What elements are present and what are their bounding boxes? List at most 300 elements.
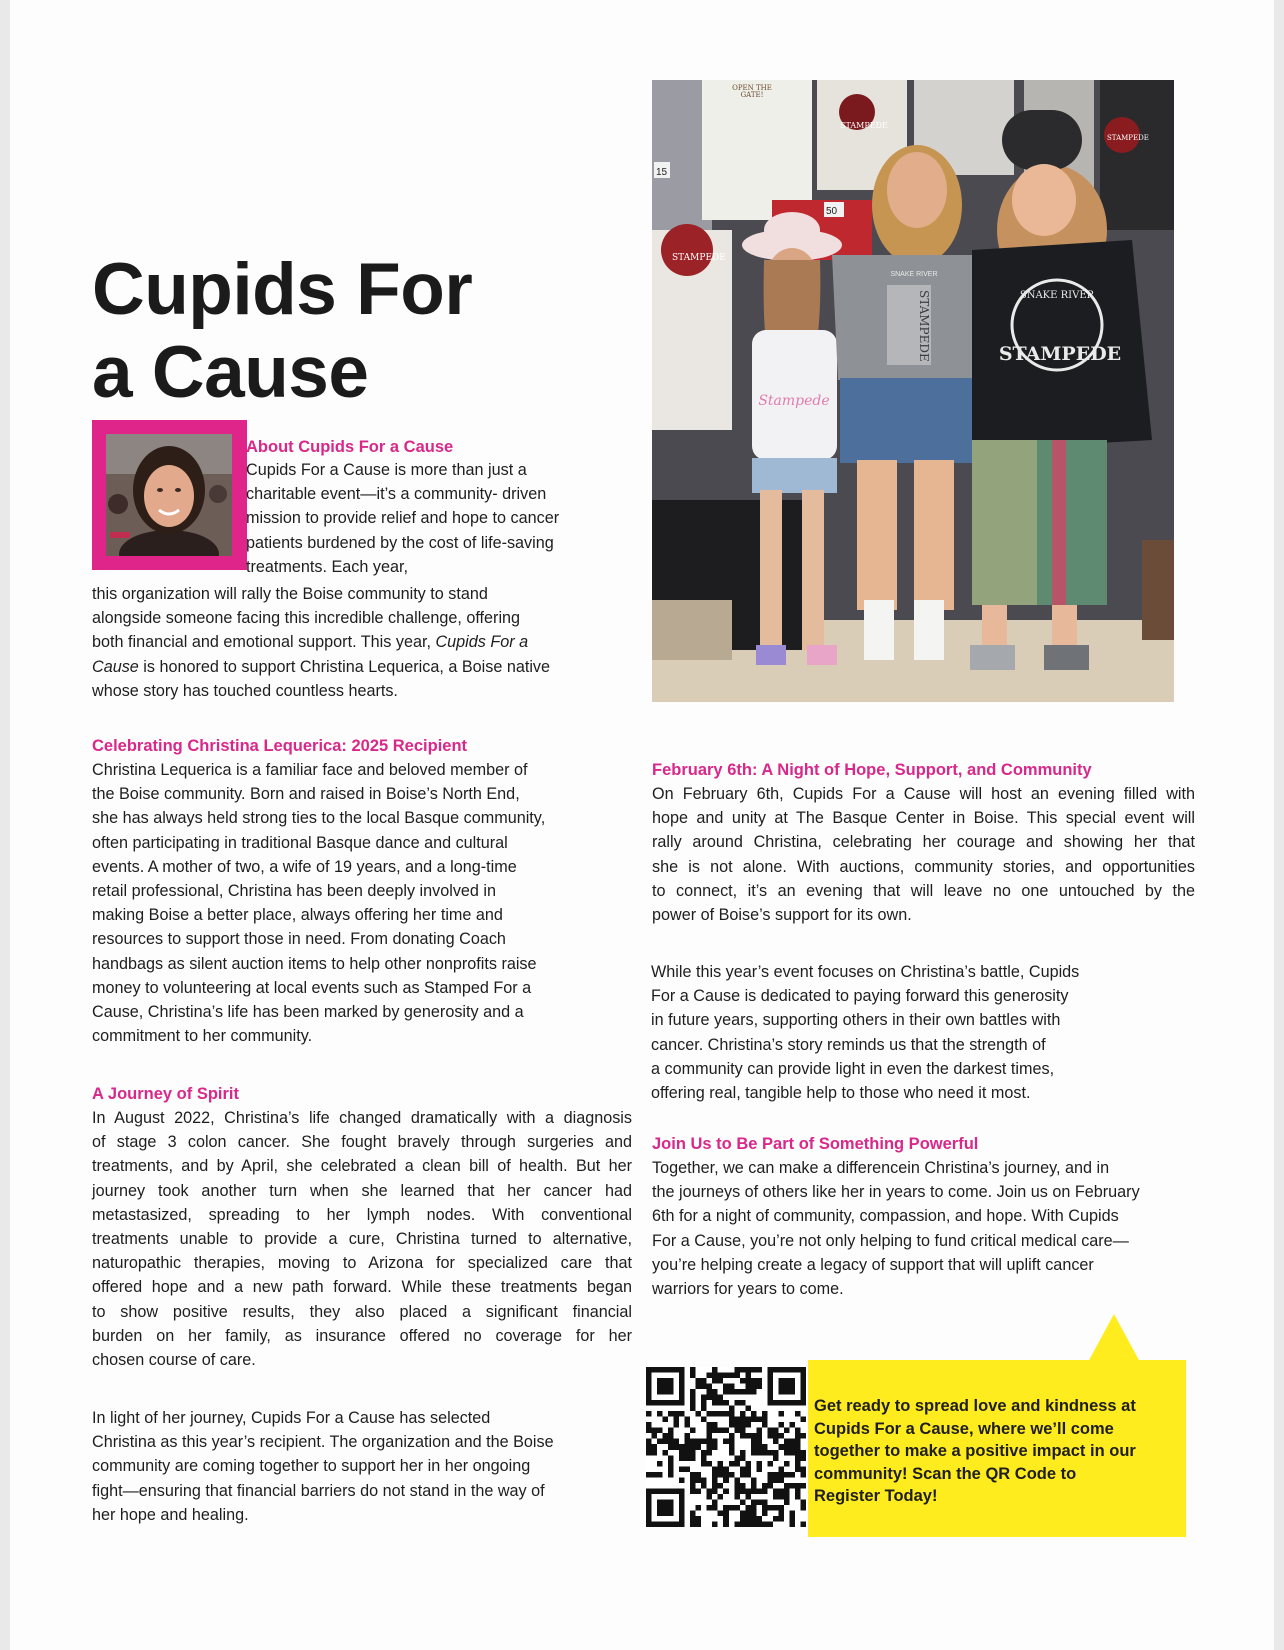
- qr-module: [712, 1439, 718, 1445]
- qr-module: [773, 1433, 779, 1439]
- qr-module: [740, 1417, 746, 1423]
- qr-module: [778, 1505, 784, 1511]
- qr-module: [751, 1516, 757, 1522]
- qr-module: [789, 1439, 795, 1445]
- join-section: [652, 1132, 1192, 1301]
- qr-module: [685, 1433, 691, 1439]
- qr-module: [767, 1483, 773, 1489]
- qr-module: [751, 1477, 757, 1483]
- qr-module: [663, 1433, 669, 1439]
- qr-module: [707, 1389, 713, 1395]
- qr-module: [690, 1488, 696, 1494]
- qr-module: [718, 1395, 724, 1401]
- qr-module: [756, 1367, 762, 1373]
- page-title: Cupids For a Cause: [92, 249, 473, 413]
- qr-module: [762, 1450, 768, 1456]
- register-callout: Get ready to spread love and kindness at Cupids For a Cause, where we’ll come together to make a positive impact in our community! Scan the QR Code to Register Today!: [808, 1360, 1186, 1537]
- photo-price-tag: 50: [826, 206, 838, 217]
- qr-module: [745, 1433, 751, 1439]
- qr-module: [800, 1433, 806, 1439]
- qr-module: [778, 1510, 784, 1516]
- photo-shirt-text: Stampede: [758, 393, 830, 409]
- qr-module: [773, 1505, 779, 1511]
- qr-module: [729, 1450, 735, 1456]
- qr-module: [707, 1433, 713, 1439]
- qr-module: [745, 1505, 751, 1511]
- qr-module: [679, 1411, 685, 1417]
- qr-module: [696, 1378, 702, 1384]
- journey-heading: A Journey of Spirit: [92, 1085, 239, 1103]
- qr-module: [778, 1516, 784, 1522]
- qr-module: [674, 1444, 680, 1450]
- qr-module: [745, 1466, 751, 1472]
- qr-module: [701, 1395, 707, 1401]
- qr-module: [756, 1488, 762, 1494]
- qr-module: [767, 1472, 773, 1478]
- qr-module: [789, 1516, 795, 1522]
- qr-module: [756, 1516, 762, 1522]
- qr-module: [712, 1422, 718, 1428]
- qr-module: [685, 1466, 691, 1472]
- qr-module: [745, 1378, 751, 1384]
- qr-module: [701, 1483, 707, 1489]
- qr-module: [767, 1428, 773, 1434]
- qr-module: [740, 1378, 746, 1384]
- qr-module: [795, 1494, 801, 1500]
- february-body: On February 6th, Cupids For a Cause will host an evening filled with hope and unity at The Basque Center in Boise. This special event will rally around Christina, celebrating her courage and showing her that she is not alone. With auctions, community stories, and opportunities to connect, it’s an evening that will leave no one untouched by the power of Boise’s support for its own.: [652, 785, 1195, 925]
- register-qr-code[interactable]: [646, 1367, 806, 1527]
- qr-module: [707, 1488, 713, 1494]
- qr-code-image: [646, 1367, 806, 1527]
- qr-module: [734, 1488, 740, 1494]
- qr-module: [740, 1472, 746, 1478]
- qr-module: [740, 1521, 746, 1527]
- qr-module: [701, 1477, 707, 1483]
- qr-module: [751, 1450, 757, 1456]
- qr-module: [718, 1378, 724, 1384]
- qr-module: [646, 1450, 652, 1456]
- qr-module: [701, 1400, 707, 1406]
- qr-module: [756, 1466, 762, 1472]
- qr-module: [778, 1411, 784, 1417]
- qr-module: [707, 1494, 713, 1500]
- callout-pointer: [1088, 1314, 1140, 1362]
- qr-module: [668, 1433, 674, 1439]
- qr-module: [674, 1411, 680, 1417]
- qr-module: [707, 1395, 713, 1401]
- qr-module: [712, 1373, 718, 1379]
- qr-finder-pattern: [657, 1499, 674, 1516]
- qr-module: [762, 1510, 768, 1516]
- qr-module: [696, 1444, 702, 1450]
- photo-shirt-text: STAMPEDE: [1107, 134, 1149, 142]
- qr-module: [668, 1472, 674, 1478]
- qr-module: [745, 1389, 751, 1395]
- qr-module: [789, 1444, 795, 1450]
- qr-module: [729, 1389, 735, 1395]
- qr-module: [734, 1477, 740, 1483]
- qr-module: [690, 1367, 696, 1373]
- qr-module: [734, 1422, 740, 1428]
- qr-module: [657, 1411, 663, 1417]
- qr-module: [679, 1466, 685, 1472]
- celebrating-section: [92, 734, 612, 1048]
- qr-module: [795, 1428, 801, 1434]
- qr-module: [740, 1466, 746, 1472]
- qr-module: [740, 1400, 746, 1406]
- qr-module: [784, 1499, 790, 1505]
- qr-module: [762, 1483, 768, 1489]
- february-focus-paragraph: While this year’s event focuses on Christina’s battle, Cupids For a Cause is dedicated to paying forward this generosity in future years, supporting others in their own battles with cancer. Christina’s story reminds us that the strength of a community can provide light in even the darkest times, offering real, tangible help to those who need it most.: [651, 963, 1080, 1103]
- journey-body: In August 2022, Christina’s life changed dramatically with a diagnosis of stage 3 colon cancer. She fought bravely through surgeries and treatments, and by April, she celebrated a clean bill of health. But her journey took another turn when she learned that her cancer had metastasized, spreading to her lymph nodes. With conventional treatments unable to provide a cure, Christina turned to alternative, naturopathic therapies, moving to Arizona for specialized care that offered hope and a new path forward. While these treatments began to show positive results, they also placed a significant financial burden on her family, as insurance offered no coverage for her chosen course of care.: [92, 1109, 632, 1370]
- qr-module: [712, 1483, 718, 1489]
- qr-module: [795, 1433, 801, 1439]
- qr-module: [729, 1417, 735, 1423]
- qr-module: [751, 1411, 757, 1417]
- qr-module: [740, 1433, 746, 1439]
- qr-module: [756, 1433, 762, 1439]
- qr-module: [701, 1461, 707, 1467]
- qr-module: [773, 1439, 779, 1445]
- qr-module: [690, 1389, 696, 1395]
- qr-module: [767, 1461, 773, 1467]
- qr-module: [707, 1461, 713, 1467]
- qr-module: [712, 1378, 718, 1384]
- qr-module: [690, 1483, 696, 1489]
- qr-module: [740, 1516, 746, 1522]
- qr-module: [751, 1367, 757, 1373]
- qr-module: [773, 1428, 779, 1434]
- qr-module: [800, 1521, 806, 1527]
- qr-module: [778, 1422, 784, 1428]
- qr-module: [767, 1450, 773, 1456]
- qr-module: [707, 1373, 713, 1379]
- qr-module: [718, 1494, 724, 1500]
- qr-module: [778, 1488, 784, 1494]
- qr-finder-pattern: [657, 1378, 674, 1395]
- qr-module: [767, 1505, 773, 1511]
- qr-module: [646, 1428, 652, 1434]
- qr-module: [762, 1422, 768, 1428]
- qr-module: [745, 1417, 751, 1423]
- photo-sign-text: OPEN THE: [732, 84, 772, 92]
- qr-module: [740, 1499, 746, 1505]
- qr-module: [712, 1389, 718, 1395]
- qr-module: [696, 1384, 702, 1390]
- qr-module: [723, 1521, 729, 1527]
- qr-module: [685, 1450, 691, 1456]
- qr-module: [690, 1510, 696, 1516]
- qr-module: [756, 1499, 762, 1505]
- qr-module: [795, 1444, 801, 1450]
- qr-module: [696, 1521, 702, 1527]
- qr-module: [729, 1406, 735, 1412]
- qr-module: [679, 1450, 685, 1456]
- qr-module: [778, 1466, 784, 1472]
- qr-module: [674, 1422, 680, 1428]
- qr-module: [712, 1444, 718, 1450]
- qr-module: [795, 1450, 801, 1456]
- qr-module: [729, 1373, 735, 1379]
- qr-module: [646, 1472, 652, 1478]
- qr-module: [734, 1373, 740, 1379]
- qr-module: [745, 1488, 751, 1494]
- february-heading: February 6th: A Night of Hope, Support, and Community: [652, 761, 1092, 779]
- qr-module: [756, 1428, 762, 1434]
- qr-module: [674, 1417, 680, 1423]
- qr-module: [646, 1439, 652, 1445]
- qr-module: [701, 1378, 707, 1384]
- qr-module: [646, 1411, 652, 1417]
- qr-module: [712, 1505, 718, 1511]
- qr-module: [789, 1521, 795, 1527]
- qr-module: [663, 1439, 669, 1445]
- qr-module: [740, 1455, 746, 1461]
- qr-module: [701, 1450, 707, 1456]
- qr-module: [729, 1433, 735, 1439]
- qr-module: [773, 1450, 779, 1456]
- qr-module: [734, 1521, 740, 1527]
- about-heading: About Cupids For a Cause: [246, 438, 454, 456]
- qr-module: [784, 1439, 790, 1445]
- qr-module: [652, 1472, 658, 1478]
- qr-module: [756, 1384, 762, 1390]
- qr-module: [668, 1455, 674, 1461]
- qr-module: [800, 1455, 806, 1461]
- qr-module: [707, 1428, 713, 1434]
- qr-module: [668, 1411, 674, 1417]
- qr-module: [751, 1488, 757, 1494]
- celebrating-heading: Celebrating Christina Lequerica: 2025 Recipient: [92, 737, 468, 755]
- qr-module: [740, 1411, 746, 1417]
- qr-module: [729, 1439, 735, 1445]
- qr-module: [712, 1521, 718, 1527]
- qr-module: [690, 1477, 696, 1483]
- qr-module: [740, 1367, 746, 1373]
- qr-module: [745, 1494, 751, 1500]
- qr-module: [668, 1444, 674, 1450]
- qr-module: [756, 1521, 762, 1527]
- qr-module: [690, 1395, 696, 1401]
- qr-module: [751, 1417, 757, 1423]
- qr-module: [756, 1417, 762, 1423]
- qr-module: [784, 1472, 790, 1478]
- qr-module: [795, 1483, 801, 1489]
- qr-module: [756, 1439, 762, 1445]
- qr-module: [751, 1384, 757, 1390]
- qr-module: [773, 1455, 779, 1461]
- february-section: [652, 758, 1195, 927]
- qr-module: [734, 1461, 740, 1467]
- qr-module: [762, 1499, 768, 1505]
- qr-module: [734, 1389, 740, 1395]
- qr-module: [712, 1395, 718, 1401]
- qr-module: [729, 1384, 735, 1390]
- qr-module: [712, 1400, 718, 1406]
- qr-module: [795, 1488, 801, 1494]
- qr-module: [723, 1428, 729, 1434]
- qr-module: [751, 1444, 757, 1450]
- qr-module: [740, 1422, 746, 1428]
- qr-module: [751, 1505, 757, 1511]
- qr-module: [800, 1417, 806, 1423]
- qr-module: [729, 1444, 735, 1450]
- qr-module: [800, 1466, 806, 1472]
- qr-module: [718, 1373, 724, 1379]
- qr-module: [668, 1439, 674, 1445]
- qr-module: [712, 1466, 718, 1472]
- qr-module: [646, 1444, 652, 1450]
- qr-module: [723, 1488, 729, 1494]
- qr-module: [718, 1400, 724, 1406]
- photo-shirt-text: STAMPEDE: [672, 253, 726, 263]
- qr-module: [751, 1389, 757, 1395]
- qr-module: [762, 1411, 768, 1417]
- qr-module: [690, 1428, 696, 1434]
- qr-module: [729, 1461, 735, 1467]
- qr-module: [734, 1483, 740, 1489]
- qr-module: [800, 1472, 806, 1478]
- qr-module: [778, 1444, 784, 1450]
- qr-module: [668, 1466, 674, 1472]
- qr-module: [718, 1461, 724, 1467]
- qr-module: [751, 1483, 757, 1489]
- join-heading: Join Us to Be Part of Something Powerful: [652, 1135, 979, 1153]
- about-continued: this organization will rally the Boise community to stand alongside someone facing this incredible challenge, offering both financial and emotional support. This year, Cupids For a Cause is honored to support Christina Lequerica, a Boise native whose story has touched countless hearts.: [92, 585, 551, 700]
- qr-module: [734, 1400, 740, 1406]
- qr-module: [773, 1516, 779, 1522]
- qr-module: [723, 1516, 729, 1522]
- qr-module: [701, 1439, 707, 1445]
- qr-module: [778, 1433, 784, 1439]
- qr-module: [712, 1488, 718, 1494]
- portrait-image: [106, 434, 232, 556]
- qr-module: [707, 1444, 713, 1450]
- qr-module: [784, 1483, 790, 1489]
- magazine-page: [10, 0, 1274, 1650]
- qr-module: [740, 1389, 746, 1395]
- qr-module: [707, 1505, 713, 1511]
- qr-module: [685, 1439, 691, 1445]
- qr-module: [729, 1505, 735, 1511]
- qr-module: [707, 1411, 713, 1417]
- qr-module: [701, 1384, 707, 1390]
- qr-module: [734, 1417, 740, 1423]
- qr-module: [773, 1488, 779, 1494]
- qr-module: [745, 1516, 751, 1522]
- qr-module: [701, 1417, 707, 1423]
- qr-module: [762, 1488, 768, 1494]
- qr-module: [723, 1384, 729, 1390]
- qr-module: [712, 1499, 718, 1505]
- qr-module: [652, 1444, 658, 1450]
- qr-module: [690, 1439, 696, 1445]
- qr-module: [778, 1494, 784, 1500]
- qr-module: [745, 1373, 751, 1379]
- photo-shirt-text: SNAKE RIVER: [890, 271, 938, 278]
- qr-module: [696, 1477, 702, 1483]
- qr-module: [729, 1411, 735, 1417]
- photo-sign-text: GATE!: [740, 91, 764, 99]
- portrait-photo: [92, 420, 247, 570]
- qr-module: [762, 1417, 768, 1423]
- join-body: Together, we can make a differencein Christina’s journey, and in the journeys of others like her in years to come. Join us on February 6th for a night of community, compassion, and hope. With Cupids For a Cause, you’re not only helping to fund critical medical care— you’re helping create a legacy of support that will uplift cancer warriors for years to come.: [652, 1159, 1140, 1299]
- qr-module: [762, 1505, 768, 1511]
- qr-module: [751, 1510, 757, 1516]
- qr-module: [789, 1472, 795, 1478]
- qr-module: [701, 1455, 707, 1461]
- qr-module: [652, 1433, 658, 1439]
- qr-module: [756, 1378, 762, 1384]
- qr-module: [745, 1422, 751, 1428]
- qr-module: [778, 1472, 784, 1478]
- qr-module: [674, 1439, 680, 1445]
- qr-module: [707, 1439, 713, 1445]
- qr-module: [657, 1472, 663, 1478]
- qr-module: [690, 1400, 696, 1406]
- qr-module: [718, 1428, 724, 1434]
- qr-module: [729, 1422, 735, 1428]
- about-body: Cupids For a Cause is more than just a charitable event—it’s a community- driven mission to provide relief and hope to cancer patients burdened by the cost of life-saving treatments. Each year,: [246, 461, 560, 576]
- hero-image: [652, 80, 1174, 702]
- qr-module: [784, 1450, 790, 1456]
- qr-module: [762, 1444, 768, 1450]
- qr-module: [740, 1450, 746, 1456]
- qr-module: [762, 1521, 768, 1527]
- qr-module: [707, 1422, 713, 1428]
- qr-module: [773, 1494, 779, 1500]
- qr-module: [723, 1472, 729, 1478]
- qr-module: [696, 1439, 702, 1445]
- qr-module: [734, 1428, 740, 1434]
- qr-module: [690, 1444, 696, 1450]
- qr-module: [789, 1422, 795, 1428]
- qr-module: [663, 1417, 669, 1423]
- journey-light-paragraph: In light of her journey, Cupids For a Cause has selected Christina as this year’s recipient. The organization and the Boise community are coming together to support her in her ongoing fight—ensuring that financial barriers do not stand in the way of her hope and healing.: [92, 1409, 554, 1524]
- qr-module: [652, 1428, 658, 1434]
- photo-price-tag: 15: [656, 167, 668, 178]
- qr-module: [778, 1477, 784, 1483]
- qr-module: [800, 1505, 806, 1511]
- qr-module: [740, 1428, 746, 1434]
- qr-module: [718, 1411, 724, 1417]
- qr-module: [668, 1461, 674, 1467]
- qr-module: [767, 1521, 773, 1527]
- qr-module: [751, 1499, 757, 1505]
- qr-module: [751, 1521, 757, 1527]
- qr-module: [707, 1384, 713, 1390]
- qr-module: [789, 1450, 795, 1456]
- qr-module: [723, 1439, 729, 1445]
- qr-module: [773, 1472, 779, 1478]
- qr-module: [800, 1483, 806, 1489]
- qr-module: [723, 1400, 729, 1406]
- qr-module: [718, 1466, 724, 1472]
- qr-module: [652, 1450, 658, 1456]
- photo-shirt-text: STAMPEDE: [840, 121, 888, 130]
- qr-module: [718, 1483, 724, 1489]
- qr-module: [707, 1450, 713, 1456]
- qr-module: [685, 1422, 691, 1428]
- qr-module: [685, 1455, 691, 1461]
- qr-module: [696, 1505, 702, 1511]
- qr-module: [740, 1488, 746, 1494]
- qr-module: [663, 1450, 669, 1456]
- qr-module: [751, 1439, 757, 1445]
- qr-module: [745, 1521, 751, 1527]
- qr-module: [800, 1499, 806, 1505]
- qr-module: [745, 1384, 751, 1390]
